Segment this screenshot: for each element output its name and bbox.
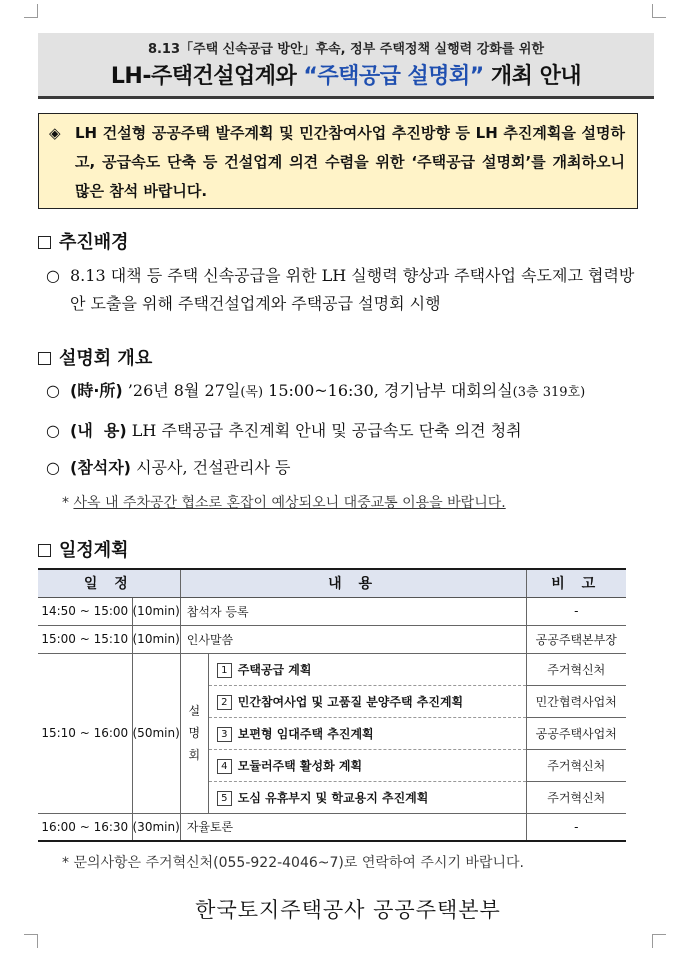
session-item-text: 주택공급 계획 bbox=[237, 662, 312, 677]
when-day: (목) bbox=[240, 385, 264, 400]
crop-mark-bottom-right bbox=[652, 934, 666, 948]
row-remark: 주거혁신처 bbox=[526, 653, 626, 685]
attendee-value: 시공사, 건설관리사 등 bbox=[131, 458, 291, 477]
doc-title bbox=[38, 59, 654, 90]
summary-text: LH 건설형 공공주택 발주계획 및 민간참여사업 추진방향 등 LH 추진계획을 설명하고, 공급속도 단축 등 건설업계 의견 수렴을 위한 ‘주택공급 설명회’를 개최하오니 많은 참석 바랍니다. bbox=[75, 124, 625, 200]
header-remark: 비 고 bbox=[526, 569, 626, 597]
row-content: 참석자 등록 bbox=[180, 597, 526, 625]
row-duration: (10min) bbox=[132, 597, 180, 625]
when-date: ’26년 8월 27일 bbox=[122, 381, 241, 400]
asterisk-icon: * bbox=[62, 495, 74, 511]
square-bullet-icon bbox=[38, 544, 51, 557]
parking-note-text: 사옥 내 주차공간 협소로 혼잡이 예상되오니 대중교통 이용을 바랍니다. bbox=[73, 495, 506, 511]
session-item bbox=[208, 717, 526, 749]
row-remark: - bbox=[526, 813, 626, 841]
background-text: 8.13 대책 등 주택 신속공급을 위한 LH 실행력 향상과 주택사업 속도제고 협력방안 도출을 위해 주택건설업계와 주택공급 설명회 시행 bbox=[70, 266, 635, 313]
row-duration: (30min) bbox=[132, 813, 180, 841]
contact-note bbox=[62, 852, 524, 872]
section-schedule-title: 일정계획 bbox=[59, 540, 129, 561]
session-item bbox=[208, 653, 526, 685]
title-highlight: “주택공급 설명회” bbox=[303, 64, 484, 89]
session-item bbox=[208, 685, 526, 717]
square-bullet-icon bbox=[38, 236, 51, 249]
section-overview bbox=[38, 344, 152, 370]
issuer-footer: 한국토지주택공사 공공주택본부 bbox=[195, 898, 501, 922]
row-time: 15:00 ~ 15:10 bbox=[38, 625, 132, 653]
header-content: 내 용 bbox=[180, 569, 526, 597]
parking-note bbox=[62, 492, 506, 512]
number-box-icon: 2 bbox=[217, 695, 232, 710]
background-bullet bbox=[46, 262, 648, 318]
row-remark: 공공주택본부장 bbox=[526, 625, 626, 653]
crop-mark-top-left bbox=[24, 4, 38, 18]
session-item-text: 민간참여사업 및 고품질 분양주택 추진계획 bbox=[237, 694, 464, 709]
table-row bbox=[38, 653, 626, 685]
table-header-row bbox=[38, 569, 626, 597]
row-duration: (10min) bbox=[132, 625, 180, 653]
session-item-text: 도심 유휴부지 및 학교용지 추진계획 bbox=[237, 790, 429, 805]
title-suffix: 개최 안내 bbox=[483, 64, 582, 89]
session-item-text: 보편형 임대주택 추진계획 bbox=[237, 726, 374, 741]
section-overview-title: 설명회 개요 bbox=[59, 348, 153, 369]
session-item bbox=[208, 781, 526, 813]
row-time: 15:10 ~ 16:00 bbox=[38, 653, 132, 813]
when-room: (3층 319호) bbox=[512, 385, 586, 400]
circle-bullet-icon: ○ bbox=[46, 421, 60, 440]
row-content: 인사말씀 bbox=[180, 625, 526, 653]
square-bullet-icon bbox=[38, 352, 51, 365]
table-row bbox=[38, 813, 626, 841]
session-group-label bbox=[180, 653, 208, 813]
row-remark: - bbox=[526, 597, 626, 625]
number-box-icon: 1 bbox=[217, 663, 232, 678]
row-time: 16:00 ~ 16:30 bbox=[38, 813, 132, 841]
doc-subtitle: 8.13「주택 신속공급 방안」후속, 정부 주택정책 실행력 강화를 위한 bbox=[147, 42, 545, 57]
session-group-text: 설 명 회 bbox=[188, 704, 201, 762]
circle-bullet-icon: ○ bbox=[46, 266, 60, 285]
session-item bbox=[208, 749, 526, 781]
session-item-text: 모듈러주택 활성화 계획 bbox=[237, 758, 363, 773]
content-value: LH 주택공급 추진계획 안내 및 공급속도 단축 의견 청취 bbox=[126, 421, 522, 440]
row-remark: 주거혁신처 bbox=[526, 781, 626, 813]
crop-mark-bottom-left bbox=[24, 934, 38, 948]
title-banner bbox=[38, 33, 654, 99]
title-prefix: LH-주택건설업계와 bbox=[110, 64, 304, 89]
section-background bbox=[38, 228, 129, 254]
attendee-label: (참석자) bbox=[70, 458, 131, 477]
number-box-icon: 4 bbox=[217, 759, 232, 774]
table-row bbox=[38, 597, 626, 625]
overview-when bbox=[46, 377, 585, 407]
row-content: 자율토론 bbox=[180, 813, 526, 841]
circle-bullet-icon: ○ bbox=[46, 381, 60, 400]
section-background-title: 추진배경 bbox=[59, 232, 129, 253]
row-remark: 주거혁신처 bbox=[526, 749, 626, 781]
when-label: (時·所) bbox=[70, 381, 123, 400]
overview-attendee bbox=[46, 454, 290, 482]
diamond-bullet-icon: ◈ bbox=[49, 124, 61, 142]
header-schedule: 일 정 bbox=[38, 569, 180, 597]
row-duration: (50min) bbox=[132, 653, 180, 813]
summary-box bbox=[38, 113, 638, 209]
row-time: 14:50 ~ 15:00 bbox=[38, 597, 132, 625]
overview-content bbox=[46, 417, 522, 445]
crop-mark-top-right bbox=[652, 4, 666, 18]
content-label: (내 용) bbox=[70, 421, 127, 440]
circle-bullet-icon: ○ bbox=[46, 458, 60, 477]
when-time-place: 15:00~16:30, 경기남부 대회의실 bbox=[263, 381, 513, 400]
number-box-icon: 5 bbox=[217, 791, 232, 806]
asterisk-icon: * bbox=[62, 855, 74, 871]
number-box-icon: 3 bbox=[217, 727, 232, 742]
contact-note-text: 문의사항은 주거혁신처(055-922-4046~7)로 연락하여 주시기 바랍니다. bbox=[73, 855, 524, 871]
row-remark: 공공주택사업처 bbox=[526, 717, 626, 749]
schedule-table bbox=[38, 568, 626, 842]
table-row bbox=[38, 625, 626, 653]
row-remark: 민간협력사업처 bbox=[526, 685, 626, 717]
section-schedule bbox=[38, 536, 129, 562]
